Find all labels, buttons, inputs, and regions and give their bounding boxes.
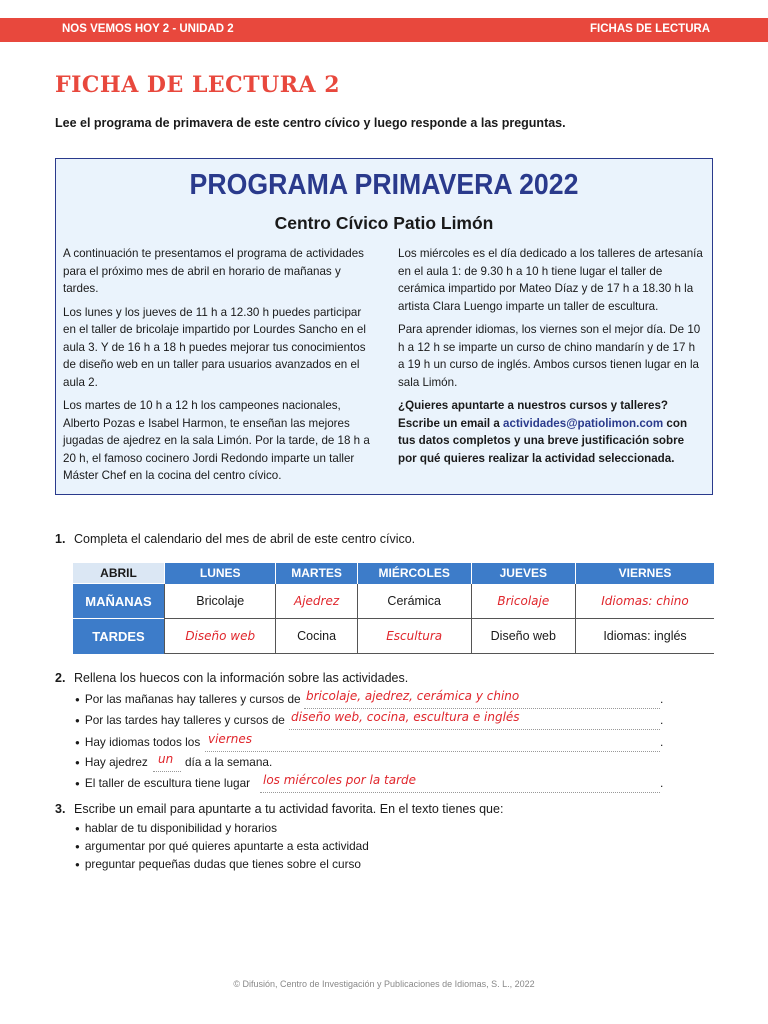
cta-text: ¿Quieres apuntarte a nuestros cursos y talleres? Escribe un email a (398, 399, 668, 430)
task-item: ● argumentar por qué quieres apuntarte a esta actividad (75, 839, 369, 853)
period: . (660, 713, 664, 727)
calendar-cell-answer: Idiomas: chino (576, 584, 715, 619)
calendar-cell: Cocina (276, 619, 357, 654)
handwritten-answer: diseño web, cocina, escultura e inglés (291, 710, 520, 724)
period: . (660, 692, 664, 706)
day-header: MARTES (276, 563, 357, 584)
question-text: Rellena los huecos con la información sobre las actividades. (74, 671, 409, 685)
calendar-cell: Idiomas: inglés (576, 619, 715, 654)
task-item: ● hablar de tu disponibilidad y horarios (75, 821, 277, 835)
cta-text-end: con tus datos completos y una breve justificación sobre por qué quieres realizar la actividad seleccionada. (398, 416, 688, 465)
day-header: VIERNES (576, 563, 715, 584)
fill-item: ● Por las tardes hay talleres y cursos de (75, 713, 285, 727)
question-text: Completa el calendario del mes de abril de este centro cívico. (74, 532, 416, 546)
row-label: TARDES (73, 619, 165, 654)
answer-line (205, 735, 660, 752)
calendar-row-afternoons (73, 619, 714, 654)
program-paragraph: Los martes de 10 h a 12 h los campeones nacionales, Alberto Pozas e Isabel Harmon, te enseñan las mejores jugadas de ajedrez en la sala Limón. Por la tarde, de 18 h a 20 h, el famoso cocinero Jordi Redondo imparte un taller Máster Chef en la cocina del centro cívico. (63, 399, 370, 482)
question-number: 1. (55, 532, 66, 546)
calendar-cell-answer: Escultura (357, 619, 471, 654)
row-label: MAÑANAS (73, 584, 165, 619)
handwritten-answer: los miércoles por la tarde (263, 773, 417, 787)
fill-item: ● Hay ajedrez (75, 755, 148, 769)
period: . (660, 735, 664, 749)
calendar-cell-answer: Diseño web (165, 619, 276, 654)
calendar-cell: Cerámica (357, 584, 471, 619)
instruction-text: Lee el programa de primavera de este centro cívico y luego responde a las preguntas. (55, 116, 566, 130)
calendar-row-mornings (73, 584, 714, 619)
item-text-end: día a la semana. (185, 755, 273, 769)
contact-email: actividades@patiolimon.com (503, 416, 664, 430)
calendar-table (73, 563, 714, 654)
task-item: ● preguntar pequeñas dudas que tienes sobre el curso (75, 857, 361, 871)
question-number: 3. (55, 802, 66, 816)
header-section: FICHAS DE LECTURA (590, 23, 711, 35)
program-subheading: Centro Cívico Patio Limón (274, 213, 494, 233)
question-number: 2. (55, 671, 66, 685)
handwritten-answer: un (158, 752, 174, 766)
fill-item: ● Hay idiomas todos los (75, 735, 200, 749)
program-paragraph: Los lunes y los jueves de 11 h a 12.30 h puedes participar en el taller de bricolaje impartido por Lourdes Sancho en el aula 3. Y de 16 h a 18 h puedes mejorar tus conocimientos de diseño web en un taller para usuarios avanzados en el aula 2. (63, 305, 366, 389)
program-right-column (398, 245, 703, 473)
program-call-to-action (398, 397, 703, 467)
calendar-cell-answer: Ajedrez (276, 584, 357, 619)
header-bar (0, 18, 768, 42)
program-paragraph: A continuación te presentamos el programa de actividades para el próximo mes de abril en horario de mañanas y tardes. (63, 247, 364, 295)
copyright-footer: © Difusión, Centro de Investigación y Publicaciones de Idiomas, S. L., 2022 (233, 979, 535, 989)
day-header: JUEVES (471, 563, 575, 584)
fill-item: ● El taller de escultura tiene lugar (75, 776, 250, 790)
calendar-cell: Bricolaje (165, 584, 276, 619)
day-header: MIÉRCOLES (357, 563, 471, 584)
program-paragraph: Los miércoles es el día dedicado a los talleres de artesanía en el aula 1: de 9.30 h a 10 h tiene lugar el taller de cerámica impartido por Mateo Díaz y de 17 h a 18.30 h la artista Clara Luengo imparte un taller de escultura. (398, 247, 703, 313)
program-paragraph: Para aprender idiomas, los viernes son el mejor día. De 10 h a 12 h se imparte un curso de chino mandarín y de 17 h a 19 h un curso de inglés. Ambos cursos tienen lugar en la sala Limón. (398, 323, 701, 389)
period: . (660, 776, 664, 790)
day-header: LUNES (165, 563, 276, 584)
calendar-header-row (73, 563, 714, 584)
program-box (55, 158, 713, 495)
page-title: FICHA DE LECTURA 2 (55, 72, 341, 98)
program-heading: PROGRAMA PRIMAVERA 2022 (189, 169, 579, 201)
handwritten-answer: viernes (208, 732, 252, 746)
header-unit: NOS VEMOS HOY 2 - UNIDAD 2 (62, 23, 234, 35)
fill-item: ● Por las mañanas hay talleres y cursos de (75, 692, 301, 706)
calendar-cell: Diseño web (471, 619, 575, 654)
question-text: Escribe un email para apuntarte a tu actividad favorita. En el texto tienes que: (74, 802, 504, 816)
calendar-cell-answer: Bricolaje (471, 584, 575, 619)
calendar-month: ABRIL (73, 563, 165, 584)
handwritten-answer: bricolaje, ajedrez, cerámica y chino (306, 689, 520, 703)
program-left-column (63, 245, 371, 491)
